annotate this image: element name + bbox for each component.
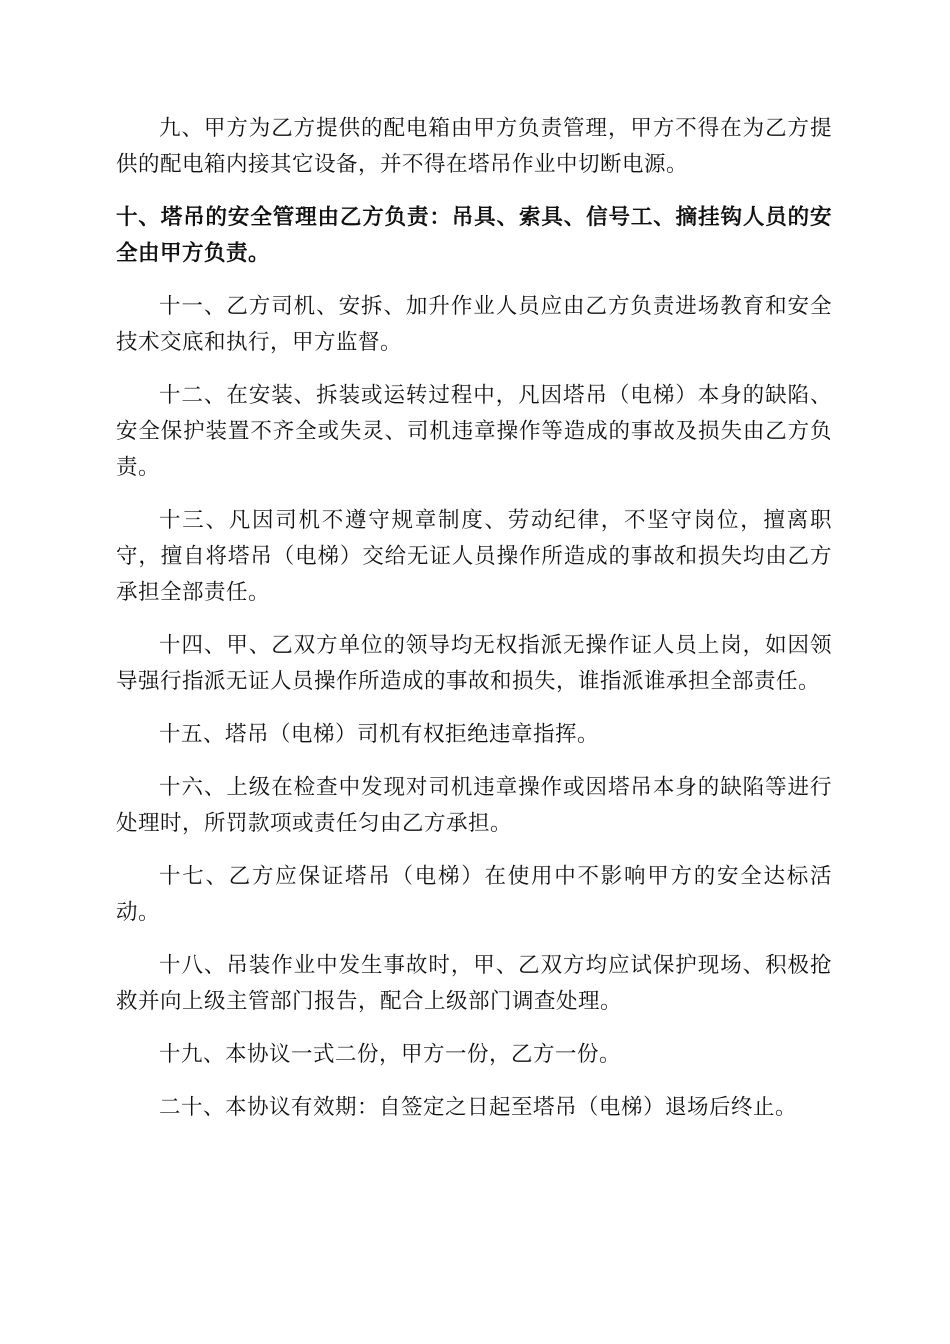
clause-15: 十五、塔吊（电梯）司机有权拒绝违章指挥。 — [159, 722, 600, 747]
clause-16: 十六、上级在检查中发现对司机违章操作或因塔吊本身的缺陷等进行处理时，所罚款项或责任匀由乙方承担。 — [116, 775, 832, 836]
clause-14: 十四、甲、乙双方单位的领导均无权指派无操作证人员上岗，如因领导强行指派无证人员操作所造成的事故和损失，谁指派谁承担全部责任。 — [116, 633, 832, 694]
clause-9: 九、甲方为乙方提供的配电箱由甲方负责管理，甲方不得在为乙方提供的配电箱内接其它设备，并不得在塔吊作业中切断电源。 — [116, 116, 832, 177]
clause-19: 十九、本协议一式二份，甲方一份，乙方一份。 — [159, 1042, 622, 1067]
clause-10: 十、塔吊的安全管理由乙方负责：吊具、索具、信号工、摘挂钩人员的安全由甲方负责。 — [116, 205, 832, 266]
clause-17: 十七、乙方应保证塔吊（电梯）在使用中不影响甲方的安全达标活动。 — [116, 864, 832, 925]
clause-13: 十三、凡因司机不遵守规章制度、劳动纪律，不坚守岗位，擅离职守，擅自将塔吊（电梯）交给无证人员操作所造成的事故和损失均由乙方承担全部责任。 — [116, 508, 832, 605]
clause-12: 十二、在安装、拆装或运转过程中，凡因塔吊（电梯）本身的缺陷、安全保护装置不齐全或失灵、司机违章操作等造成的事故及损失由乙方负责。 — [116, 383, 832, 480]
clause-20: 二十、本协议有效期：自签定之日起至塔吊（电梯）退场后终止。 — [159, 1095, 798, 1120]
document-body — [116, 111, 832, 1143]
clause-18: 十八、吊装作业中发生事故时，甲、乙双方均应试保护现场、积极抢救并向上级主管部门报告，配合上级部门调查处理。 — [116, 953, 832, 1014]
clause-11: 十一、乙方司机、安拆、加升作业人员应由乙方负责进场教育和安全技术交底和执行，甲方监督。 — [116, 294, 832, 355]
